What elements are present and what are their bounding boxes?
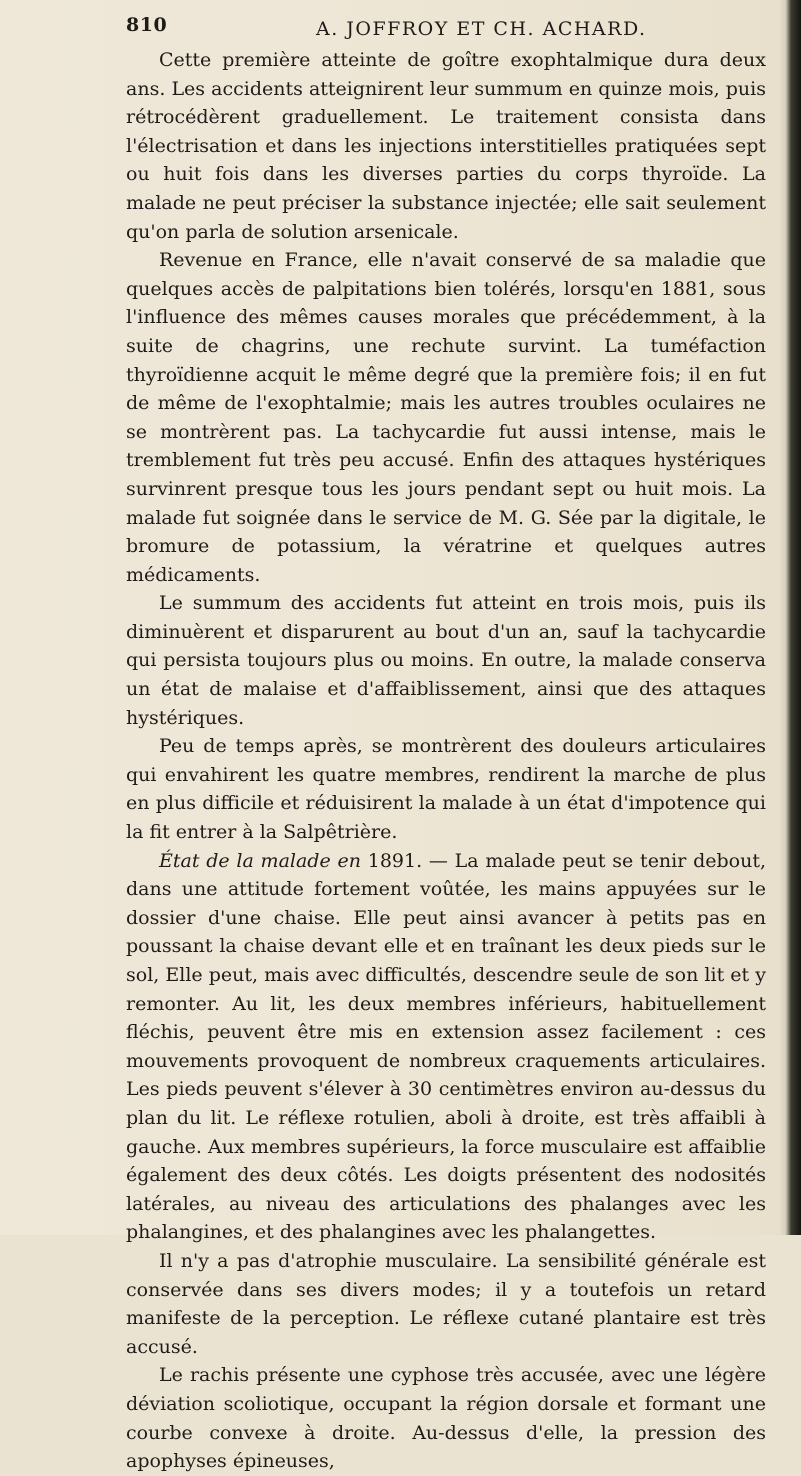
page-header bbox=[126, 14, 766, 42]
page-number: 810 bbox=[126, 14, 168, 36]
paragraph bbox=[126, 589, 766, 732]
paragraph bbox=[126, 1361, 766, 1475]
paragraph-text: Le rachis présente une cyphose très accusée, avec une légère déviation scoliotique, occupant la région dorsale et formant une courbe convexe à droite. Au-dessus d'elle, la pression des apophyses épineuses, bbox=[126, 1364, 766, 1473]
running-head: A. JOFFROY ET CH. ACHARD. bbox=[316, 18, 647, 40]
paragraph-text: Peu de temps après, se montrèrent des douleurs articulaires qui envahirent les quatre membres, rendirent la marche de plus en plus difficile et réduisirent la malade à un état d'impotence qui la fit entrer à la Salpêtrière. bbox=[126, 735, 766, 844]
section-heading-italic: État de la malade en bbox=[159, 849, 361, 872]
paragraph-text: Cette première atteinte de goître exophtalmique dura deux ans. Les accidents atteignirent leur summum en quinze mois, puis rétrocédèrent graduellement. Le traitement consista dans l'électrisation et dans les injections interstitielles pratiquées sept ou huit fois dans les diverses parties du corps thyroïde. La malade ne peut préciser la substance injectée; elle sait seulement qu'on parla de solution arsenicale. bbox=[126, 49, 766, 243]
paragraph bbox=[126, 847, 766, 1247]
paragraph-text: Le summum des accidents fut atteint en trois mois, puis ils diminuèrent et disparurent au bout d'un an, sauf la tachycardie qui persista toujours plus ou moins. En outre, la malade conserva un état de malaise et d'affaiblissement, ainsi que des attaques hystériques. bbox=[126, 592, 766, 729]
paragraph bbox=[126, 246, 766, 589]
body-text bbox=[126, 46, 766, 1476]
paragraph-text: Il n'y a pas d'atrophie musculaire. La sensibilité générale est conservée dans ses divers modes; il y a toutefois un retard manifeste de la perception. Le réflexe cutané plantaire est très accusé. bbox=[126, 1249, 766, 1358]
paragraph bbox=[126, 46, 766, 246]
paragraph bbox=[126, 1247, 766, 1361]
paragraph-text: Revenue en France, elle n'avait conservé de sa maladie que quelques accès de palpitations bien tolérés, lorsqu'en 1881, sous l'influence des mêmes causes morales que précédemment, à la suite de chagrins, une rechute survint. La tuméfaction thyroïdienne acquit le même degré que la première fois; il en fut de même de l'exophtalmie; mais les autres troubles oculaires ne se montrèrent pas. La tachycardie fut aussi intense, mais le tremblement fut très peu accusé. Enfin des attaques hystériques survinrent presque tous les jours pendant sept ou huit mois. La malade fut soignée dans le service de M. G. Sée par la digitale, le bromure de potassium, la vératrine et quelques autres médicaments. bbox=[126, 249, 766, 586]
page-binding-edge bbox=[779, 0, 801, 1235]
paragraph bbox=[126, 732, 766, 846]
paragraph-text: 1891. — La malade peut se tenir debout, dans une attitude fortement voûtée, les mains appuyées sur le dossier d'une chaise. Elle peut ainsi avancer à petits pas en poussant la chaise devant elle et en traînant les deux pieds sur le sol, Elle peut, mais avec difficultés, descendre seule de son lit et y remonter. Au lit, les deux membres inférieurs, habituellement fléchis, peuvent être mis en extension assez facilement : ces mouvements provoquent de nombreux craquements articulaires. Les pieds peuvent s'élever à 30 centimètres environ au-dessus du plan du lit. Le réflexe rotulien, aboli à droite, est très affaibli à gauche. Aux membres supérieurs, la force musculaire est affaiblie également des deux côtés. Les doigts présentent des nodosités latérales, au niveau des articulations des phalanges avec les phalangines, et des phalangines avec les phalangettes. bbox=[126, 849, 767, 1244]
